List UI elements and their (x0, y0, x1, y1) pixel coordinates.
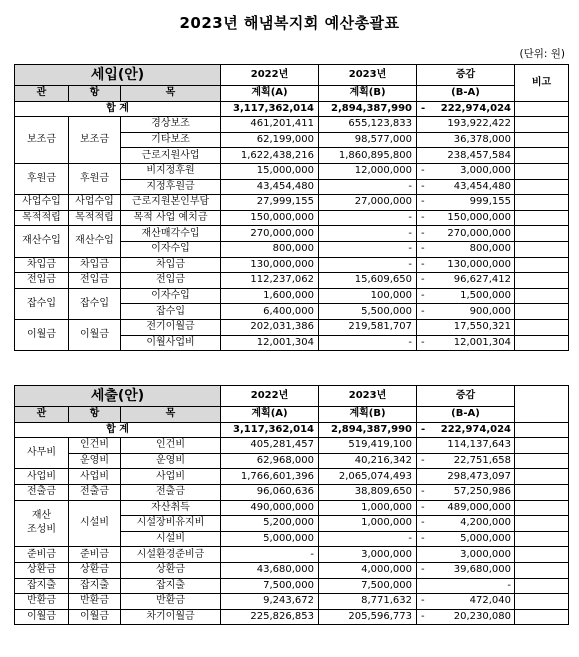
hang-cell: 이월금 (69, 319, 121, 350)
table-row (15, 547, 569, 563)
diff-sign: - (421, 180, 425, 192)
amount-2023: 3,000,000 (319, 547, 417, 563)
gwan-cell: 준비금 (15, 547, 69, 563)
mok-cell: 전입금 (121, 273, 221, 289)
mok-cell: 이월사업비 (121, 335, 221, 351)
mok-cell: 비지정후원 (121, 163, 221, 179)
note-cell (515, 210, 569, 226)
total-label: 합 계 (15, 101, 221, 117)
income-section-title: 세입(안) (15, 65, 221, 86)
diff-value: 20,230,080 (453, 611, 511, 623)
note-cell (515, 547, 569, 563)
note-cell (515, 179, 569, 195)
diff-sign: - (421, 243, 425, 255)
sub-2023-header: 계획(B) (319, 86, 417, 102)
amount-2022: 5,200,000 (221, 516, 319, 532)
diff-value: 22,751,658 (453, 455, 511, 467)
sub-diff-header: (B-A) (417, 86, 515, 102)
col-2022-header: 2022년 (221, 65, 319, 86)
table-row (15, 195, 569, 211)
diff-value: 57,250,986 (453, 486, 511, 498)
note-cell (515, 438, 569, 454)
sub-2022-header: 계획(A) (221, 86, 319, 102)
diff-sign (420, 117, 421, 131)
diff-value: 999,155 (469, 196, 511, 208)
amount-2023: 205,596,773 (319, 609, 417, 625)
amount-2022: 15,000,000 (221, 163, 319, 179)
diff-value: 270,000,000 (447, 227, 511, 239)
diff-sign: - (421, 258, 425, 270)
hang-cell: 사업수입 (69, 195, 121, 211)
mok-header: 목 (121, 86, 221, 102)
note-cell (515, 609, 569, 625)
diff-cell (417, 226, 515, 242)
table-row (15, 438, 569, 454)
table-row (15, 273, 569, 289)
amount-2023: 519,419,100 (319, 438, 417, 454)
gwan-cell: 이월금 (15, 609, 69, 625)
total-diff-value: 222,974,024 (440, 423, 511, 435)
diff-sign: - (421, 455, 425, 467)
diff-sign: - (421, 611, 425, 623)
amount-2022: 130,000,000 (221, 257, 319, 273)
amount-2022: 112,237,062 (221, 273, 319, 289)
note-cell (515, 562, 569, 578)
gwan-cell: 반환금 (15, 594, 69, 610)
table-row (15, 210, 569, 226)
diff-cell (417, 241, 515, 257)
amount-2023: - (319, 241, 417, 257)
hang-cell: 인건비 (69, 438, 121, 454)
note-cell (515, 469, 569, 485)
hang-cell: 후원금 (69, 163, 121, 194)
note-cell (515, 484, 569, 500)
diff-sign (420, 548, 421, 562)
diff-cell (417, 273, 515, 289)
table-row (15, 163, 569, 179)
hang-cell: 전입금 (69, 273, 121, 289)
gwan-cell: 사업비 (15, 469, 69, 485)
amount-2023: 219,581,707 (319, 319, 417, 335)
table-row (15, 226, 569, 242)
table-row (15, 319, 569, 335)
amount-2022: - (221, 547, 319, 563)
diff-cell (417, 117, 515, 133)
amount-2023: - (319, 531, 417, 547)
col-note-header (515, 386, 569, 423)
gwan-header: 관 (15, 407, 69, 423)
total-diff-sign: - (421, 423, 426, 435)
col-diff-header: 증감 (417, 65, 515, 86)
diff-sign: - (421, 212, 425, 224)
gwan-line: 조성비 (27, 524, 56, 536)
amount-2022: 5,000,000 (221, 531, 319, 547)
diff-cell (417, 438, 515, 454)
mok-cell: 근로지원본인부담 (121, 195, 221, 211)
diff-value: 114,137,643 (447, 439, 511, 451)
mok-cell: 경상보조 (121, 117, 221, 133)
gwan-header: 관 (15, 86, 69, 102)
diff-value: 800,000 (469, 243, 511, 255)
mok-cell: 시설비 (121, 531, 221, 547)
note-cell (515, 319, 569, 335)
mok-cell: 잡수입 (121, 304, 221, 320)
amount-2022: 1,766,601,396 (221, 469, 319, 485)
total-diff-sign: - (421, 102, 426, 114)
mok-cell: 목적 사업 예치금 (121, 210, 221, 226)
mok-cell: 재산매각수입 (121, 226, 221, 242)
diff-sign (420, 320, 421, 334)
expense-section-title: 세출(안) (15, 386, 221, 407)
hang-header: 항 (69, 86, 121, 102)
hang-cell: 반환금 (69, 594, 121, 610)
table-row (15, 578, 569, 594)
diff-value: 17,550,321 (453, 321, 511, 333)
mok-cell: 차입금 (121, 257, 221, 273)
diff-sign: - (421, 517, 425, 529)
amount-2023: 4,000,000 (319, 562, 417, 578)
total-2022: 3,117,362,014 (221, 422, 319, 438)
hang-cell: 준비금 (69, 547, 121, 563)
diff-cell (417, 257, 515, 273)
gwan-cell: 전입금 (15, 273, 69, 289)
amount-2023: 15,609,650 (319, 273, 417, 289)
amount-2022: 43,454,480 (221, 179, 319, 195)
table-row (15, 500, 569, 516)
amount-2022: 27,999,155 (221, 195, 319, 211)
table-row (15, 257, 569, 273)
amount-2022: 62,199,000 (221, 132, 319, 148)
diff-cell (417, 516, 515, 532)
diff-sign (420, 438, 421, 452)
amount-2023: 1,000,000 (319, 500, 417, 516)
diff-value: 130,000,000 (447, 258, 511, 270)
amount-2023: 2,065,074,493 (319, 469, 417, 485)
diff-cell (417, 288, 515, 304)
note-cell (515, 117, 569, 133)
hang-cell: 재산수입 (69, 226, 121, 257)
note-cell (515, 453, 569, 469)
diff-cell (417, 304, 515, 320)
diff-sign: - (421, 564, 425, 576)
mok-cell: 지정후원금 (121, 179, 221, 195)
total-2023: 2,894,387,990 (319, 422, 417, 438)
amount-2022: 96,060,636 (221, 484, 319, 500)
diff-cell (417, 335, 515, 351)
gwan-cell: 전출금 (15, 484, 69, 500)
amount-2022: 202,031,386 (221, 319, 319, 335)
amount-2022: 490,000,000 (221, 500, 319, 516)
amount-2022: 9,243,672 (221, 594, 319, 610)
amount-2023: 1,000,000 (319, 516, 417, 532)
gwan-cell: 후원금 (15, 163, 69, 194)
note-cell (515, 578, 569, 594)
amount-2022: 150,000,000 (221, 210, 319, 226)
diff-value: 39,680,000 (453, 564, 511, 576)
diff-cell (417, 594, 515, 610)
diff-cell (417, 179, 515, 195)
diff-cell (417, 562, 515, 578)
diff-value: 12,001,304 (453, 336, 511, 348)
table-row (15, 609, 569, 625)
amount-2023: 40,216,342 (319, 453, 417, 469)
mok-cell: 운영비 (121, 453, 221, 469)
diff-sign: - (421, 196, 425, 208)
diff-cell (417, 319, 515, 335)
diff-cell (417, 210, 515, 226)
mok-cell: 차기이월금 (121, 609, 221, 625)
diff-sign: - (421, 595, 425, 607)
gwan-cell: 차입금 (15, 257, 69, 273)
diff-value: 298,473,097 (447, 470, 511, 482)
amount-2023: 100,000 (319, 288, 417, 304)
diff-value: - (507, 579, 511, 591)
table-row (15, 484, 569, 500)
total-2023: 2,894,387,990 (319, 101, 417, 117)
amount-2023: - (319, 335, 417, 351)
mok-cell: 이자수입 (121, 241, 221, 257)
gwan-cell: 보조금 (15, 117, 69, 164)
gwan-cell: 이월금 (15, 319, 69, 350)
diff-sign: - (421, 486, 425, 498)
mok-cell: 상환금 (121, 562, 221, 578)
hang-cell: 차입금 (69, 257, 121, 273)
gwan-cell: 사업수입 (15, 195, 69, 211)
diff-value: 4,200,000 (460, 517, 511, 529)
amount-2023: 1,860,895,800 (319, 148, 417, 164)
diff-sign: - (421, 274, 425, 286)
diff-sign (420, 470, 421, 484)
gwan-cell (15, 500, 69, 547)
amount-2023: - (319, 179, 417, 195)
note-cell (515, 531, 569, 547)
gwan-cell: 사무비 (15, 438, 69, 469)
income-table (14, 64, 569, 351)
mok-cell: 이자수입 (121, 288, 221, 304)
note-cell (515, 148, 569, 164)
col-note-header: 비고 (515, 65, 569, 102)
amount-2023: 38,809,650 (319, 484, 417, 500)
mok-cell: 기타보조 (121, 132, 221, 148)
gwan-line: 재산 (31, 510, 52, 522)
total-2022: 3,117,362,014 (221, 101, 319, 117)
diff-value: 489,000,000 (447, 501, 511, 513)
hang-cell: 상환금 (69, 562, 121, 578)
amount-2023: 5,500,000 (319, 304, 417, 320)
diff-value: 193,922,422 (447, 118, 511, 130)
note-cell (515, 335, 569, 351)
diff-cell (417, 500, 515, 516)
diff-cell (417, 484, 515, 500)
mok-cell: 전출금 (121, 484, 221, 500)
amount-2022: 405,281,457 (221, 438, 319, 454)
diff-cell (417, 547, 515, 563)
diff-cell (417, 132, 515, 148)
mok-cell: 사업비 (121, 469, 221, 485)
diff-cell (417, 578, 515, 594)
mok-cell: 시설환경준비금 (121, 547, 221, 563)
diff-sign: - (421, 501, 425, 513)
amount-2023: 12,000,000 (319, 163, 417, 179)
diff-cell (417, 531, 515, 547)
diff-value: 3,000,000 (460, 165, 511, 177)
amount-2022: 800,000 (221, 241, 319, 257)
amount-2022: 270,000,000 (221, 226, 319, 242)
amount-2022: 12,001,304 (221, 335, 319, 351)
diff-sign (420, 579, 421, 593)
gwan-cell: 재산수입 (15, 226, 69, 257)
amount-2022: 225,826,853 (221, 609, 319, 625)
diff-value: 96,627,412 (453, 274, 511, 286)
sub-2022-header: 계획(A) (221, 407, 319, 423)
mok-cell: 반환금 (121, 594, 221, 610)
amount-2023: - (319, 226, 417, 242)
diff-value: 150,000,000 (447, 212, 511, 224)
diff-cell (417, 469, 515, 485)
hang-header: 항 (69, 407, 121, 423)
note-cell (515, 241, 569, 257)
amount-2022: 1,600,000 (221, 288, 319, 304)
note-cell (515, 257, 569, 273)
mok-cell: 근로지원사업 (121, 148, 221, 164)
amount-2022: 43,680,000 (221, 562, 319, 578)
mok-cell: 자산취득 (121, 500, 221, 516)
mok-header: 목 (121, 407, 221, 423)
col-diff-header: 증감 (417, 386, 515, 407)
hang-cell: 잡지출 (69, 578, 121, 594)
gwan-cell: 상환금 (15, 562, 69, 578)
note-cell (515, 195, 569, 211)
diff-sign (420, 149, 421, 163)
diff-value: 238,457,584 (447, 149, 511, 161)
gwan-cell: 잡지출 (15, 578, 69, 594)
diff-value: 472,040 (469, 595, 511, 607)
amount-2022: 461,201,411 (221, 117, 319, 133)
diff-value: 900,000 (469, 305, 511, 317)
gwan-cell: 잡수입 (15, 288, 69, 319)
total-note (515, 101, 569, 117)
unit-label: (단위: 원) (519, 48, 565, 60)
diff-sign: - (421, 227, 425, 239)
mok-cell: 시설장비유지비 (121, 516, 221, 532)
note-cell (515, 500, 569, 516)
diff-cell (417, 609, 515, 625)
hang-cell: 사업비 (69, 469, 121, 485)
diff-value: 1,500,000 (460, 290, 511, 302)
amount-2023: 7,500,000 (319, 578, 417, 594)
diff-cell (417, 148, 515, 164)
amount-2023: 98,577,000 (319, 132, 417, 148)
amount-2022: 1,622,438,216 (221, 148, 319, 164)
diff-sign: - (421, 336, 425, 348)
hang-cell: 이월금 (69, 609, 121, 625)
amount-2023: 8,771,632 (319, 594, 417, 610)
diff-sign: - (421, 165, 425, 177)
amount-2023: 655,123,833 (319, 117, 417, 133)
total-diff-cell (417, 422, 515, 438)
note-cell (515, 304, 569, 320)
note-cell (515, 163, 569, 179)
total-diff-cell (417, 101, 515, 117)
diff-value: 3,000,000 (460, 548, 511, 560)
diff-sign: - (421, 305, 425, 317)
gwan-cell: 목적적립 (15, 210, 69, 226)
note-cell (515, 594, 569, 610)
amount-2023: - (319, 210, 417, 226)
total-note (515, 422, 569, 438)
hang-cell: 목적적립 (69, 210, 121, 226)
hang-cell: 시설비 (69, 500, 121, 547)
col-2023-header: 2023년 (319, 386, 417, 407)
mok-cell: 전기이월금 (121, 319, 221, 335)
mok-cell: 인건비 (121, 438, 221, 454)
note-cell (515, 273, 569, 289)
diff-cell (417, 163, 515, 179)
table-row (15, 469, 569, 485)
hang-cell: 운영비 (69, 453, 121, 469)
note-cell (515, 226, 569, 242)
note-cell (515, 516, 569, 532)
amount-2022: 7,500,000 (221, 578, 319, 594)
document-title: 2023년 해냄복지회 예산총괄표 (179, 14, 400, 32)
table-row (15, 453, 569, 469)
table-row (15, 117, 569, 133)
amount-2023: - (319, 257, 417, 273)
diff-sign: - (421, 533, 425, 545)
total-label: 합 계 (15, 422, 221, 438)
expense-table (14, 385, 569, 625)
table-row (15, 562, 569, 578)
diff-sign: - (421, 290, 425, 302)
col-2022-header: 2022년 (221, 386, 319, 407)
note-cell (515, 132, 569, 148)
hang-cell: 전출금 (69, 484, 121, 500)
sub-diff-header: (B-A) (417, 407, 515, 423)
col-2023-header: 2023년 (319, 65, 417, 86)
total-diff-value: 222,974,024 (440, 102, 511, 114)
table-row (15, 288, 569, 304)
diff-value: 36,378,000 (453, 134, 511, 146)
hang-cell: 보조금 (69, 117, 121, 164)
sub-2023-header: 계획(B) (319, 407, 417, 423)
diff-cell (417, 453, 515, 469)
mok-cell: 잡지출 (121, 578, 221, 594)
amount-2023: 27,000,000 (319, 195, 417, 211)
amount-2022: 62,968,000 (221, 453, 319, 469)
diff-sign (420, 133, 421, 147)
note-cell (515, 288, 569, 304)
hang-cell: 잡수입 (69, 288, 121, 319)
diff-value: 5,000,000 (460, 533, 511, 545)
amount-2022: 6,400,000 (221, 304, 319, 320)
diff-value: 43,454,480 (453, 180, 511, 192)
diff-cell (417, 195, 515, 211)
table-row (15, 594, 569, 610)
